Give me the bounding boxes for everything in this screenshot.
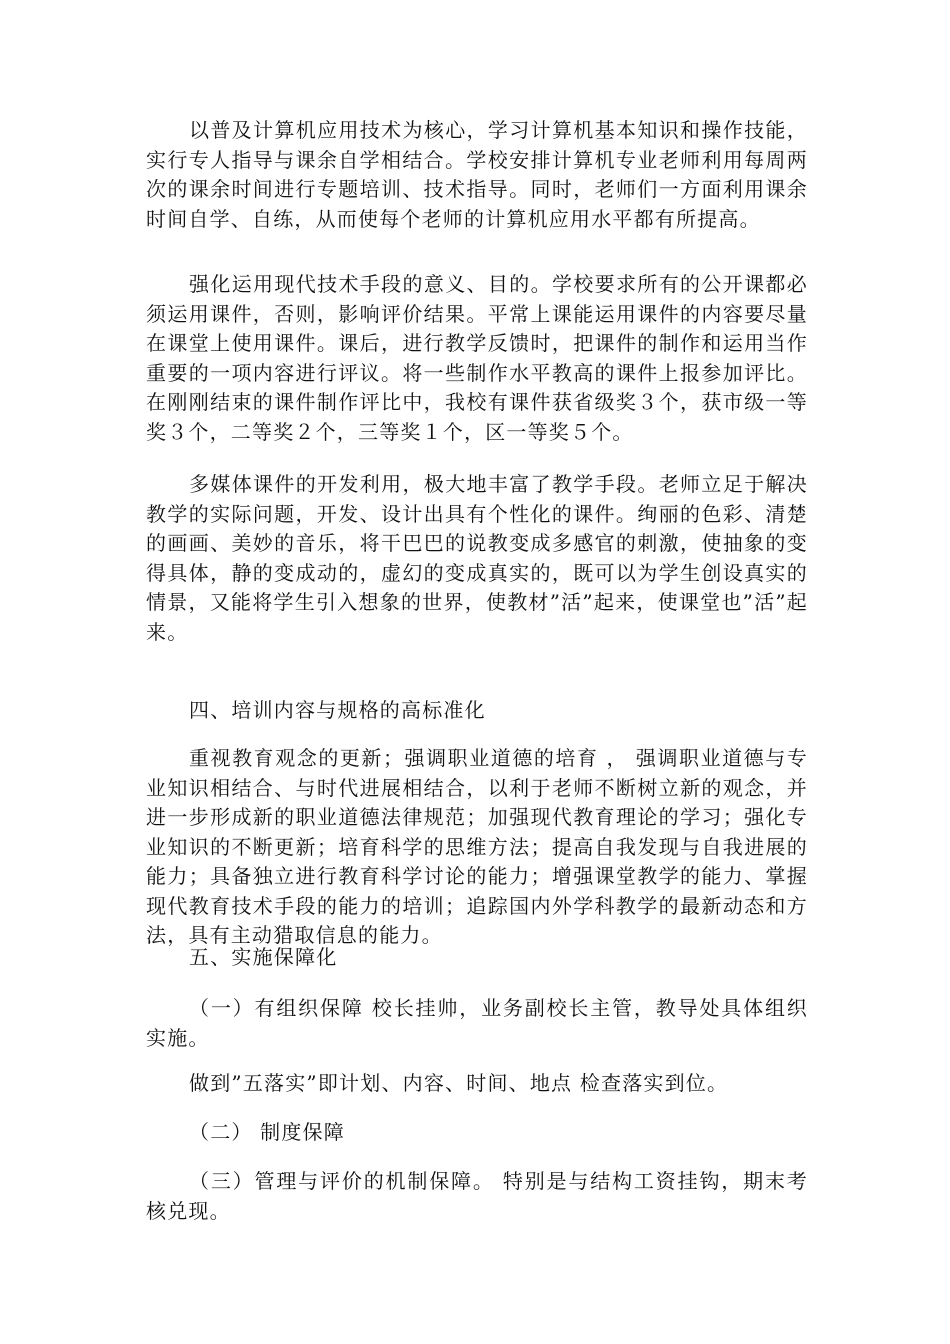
paragraph-technology-use: 强化运用现代技术手段的意义、目的。学校要求所有的公开课都必须运用课件，否则，影响评价结果。平常上课能运用课件的内容要尽量在课堂上使用课件。课后，进行教学反馈时，把课件的制作和运用当作重要的一项内容进行评议。将一些制作水平教高的课件上报参加评比。在刚刚结束的课件制作评比中，我校有课件获省级奖３个，获市级一等奖３个，二等奖２个，三等奖１个，区一等奖５个。 [146, 272, 808, 444]
paragraph-training-content: 重视教育观念的更新；强调职业道德的培育 ， 强调职业道德与专业知识相结合、与时代进展相结合，以利于老师不断树立新的观念，并进一步形成新的职业道德法律规范；加强现代教育理论的学习；强化专业知识的不断更新；培育科学的思维方法；提高自我发现与自我进展的能力；具备独立进行教育科学讨论的能力；增强课堂教学的能力、掌握现代教育技术手段的能力的培训；追踪国内外学科教学的最新动态和方法，具有主动猎取信息的能力。 [146, 746, 808, 947]
paragraph-computer-skills: 以普及计算机应用技术为核心，学习计算机基本知识和操作技能，实行专人指导与课余自学相结合。学校安排计算机专业老师利用每周两次的课余时间进行专题培训、技术指导。同时，老师们一方面利用课余时间自学、自练，从而使每个老师的计算机应用水平都有所提高。 [146, 118, 808, 231]
paragraph-evaluation-guarantee: （三）管理与评价的机制保障。 特别是与结构工资挂钩，期末考核兑现。 [146, 1169, 808, 1223]
paragraph-system-guarantee: （二） 制度保障 [189, 1120, 345, 1144]
paragraph-five-implementations: 做到”五落实”即计划、内容、时间、地点 检查落实到位。 [189, 1071, 729, 1095]
paragraph-multimedia: 多媒体课件的开发利用，极大地丰富了教学手段。老师立足于解决教学的实际问题，开发、设计出具有个性化的课件。绚丽的色彩、清楚的画画、美妙的音乐，将干巴巴的说教变成多感官的刺激，使抽象的变得具体，静的变成动的，虚幻的变成真实的，既可以为学生创设真实的情景，又能将学生引入想象的世界，使教材”活”起来，使课堂也”活”起来。 [146, 472, 808, 644]
paragraph-organization-guarantee: （一）有组织保障 校长挂帅，业务副校长主管，教导处具体组织实施。 [146, 996, 808, 1050]
section-heading-training-content: 四、培训内容与规格的高标准化 [189, 698, 486, 722]
section-heading-implementation: 五、实施保障化 [189, 945, 338, 969]
